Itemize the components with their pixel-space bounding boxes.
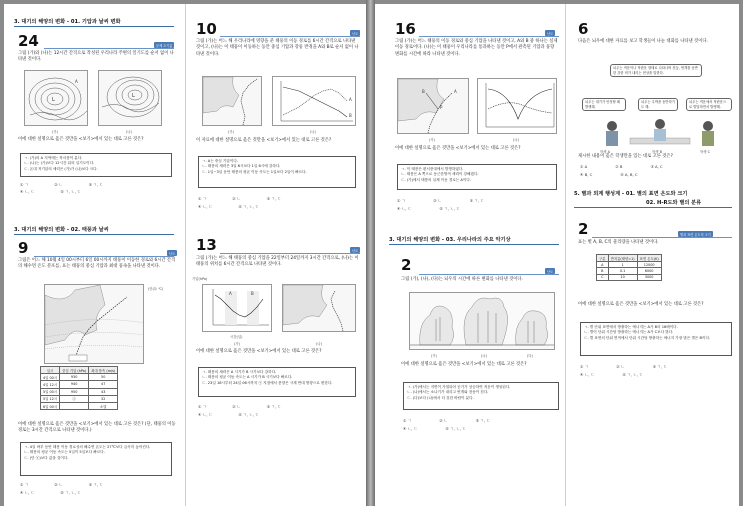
answer-choices	[580, 164, 663, 169]
answer-choices	[580, 172, 638, 177]
answer-choices	[20, 490, 81, 496]
figure-caption: (가)	[52, 130, 58, 134]
question-tag: 난도	[547, 269, 554, 274]
option-item: ㄱ. 이 태풍은 편서풍대에서 발생하였다.	[401, 166, 464, 171]
options-box	[20, 442, 172, 476]
question-text: 그림 (가), (나), (다)는 뇌우의 시간에 따른 변화를 나타낸 것이다.	[401, 277, 523, 282]
question-tag: 문제 초기값	[156, 43, 173, 48]
axis-label: 기압(hPa)	[192, 277, 208, 281]
question-number: 13	[196, 236, 217, 254]
option-item: ㄴ. 태풍의 세력은 3일 6시보다 1일 6시에 강하다.	[202, 164, 281, 169]
table-header-cell: 반지름(태양=1)	[608, 255, 637, 262]
option-item: ㄷ. (다)보다 (나)에서 더 강한 바람이 분다.	[407, 395, 474, 400]
question-number: 10	[196, 20, 217, 38]
table-cell: 930	[60, 374, 89, 381]
section-heading: 5. 별과 외계 행성계 - 01. 별의 표면 온도와 크기	[574, 191, 688, 197]
answer-choice[interactable]: ② ㄴ	[616, 364, 625, 369]
answer-choice[interactable]: ① ㄱ	[403, 418, 412, 423]
table-row	[597, 274, 662, 280]
svg-text:B: B	[422, 89, 425, 94]
question-text: 표는 별 A, B, C의 물리량을 나타낸 것이다.	[578, 240, 659, 245]
question-rule	[592, 237, 732, 238]
options-box	[20, 153, 172, 177]
question-rule	[419, 274, 559, 275]
svg-text:B: B	[251, 291, 254, 296]
answer-choices	[198, 196, 281, 202]
question-prompt: 이에 대한 설명으로 옳은 것만을 <보기>에서 있는 대로 고른 것은?	[196, 349, 322, 354]
answer-choice[interactable]: ① ㄱ	[20, 182, 29, 187]
question-text: 그림 (가)는 어느 태풍의 이동 경로와 중심 기압을 나타낸 것이고, A와 B 중 하나는 실제 이동 경로이다. (나)는 이 태풍이 우리나라를 통과하는 동안 P에서 관측된 기압과 풍향 변화를 시간에 따라 나타낸 것이다.	[395, 39, 558, 57]
table-cell: 12000	[637, 262, 661, 268]
table-cell: 950	[60, 388, 89, 395]
question-rule	[220, 36, 360, 37]
answer-choices	[580, 372, 643, 378]
options-box	[198, 156, 356, 188]
option-item: ㄴ. (나)에서는 소나기가 내리고 번개와 천둥이 친다.	[407, 390, 489, 395]
table-cell: 10	[608, 274, 637, 280]
answer-choice[interactable]: ④ ㄴ, ㄷ	[580, 372, 595, 377]
answer-choice[interactable]: ③ A, C	[650, 164, 663, 169]
options-box	[403, 382, 559, 410]
answer-choice[interactable]: ④ ㄴ, ㄷ	[20, 490, 35, 495]
svg-text:A: A	[349, 97, 352, 102]
question-tag: 난도	[547, 31, 554, 36]
question-number: 6	[578, 20, 589, 38]
question-prompt: 이에 대한 설명으로 옳은 것만을 <보기>에서 있는 대로 고른 것은? (단, 태풍의 이동 경로는 3시간 간격으로 나타낸 것이다.)	[18, 422, 176, 434]
right-column-1	[375, 4, 565, 506]
option-item: ㄷ. (가)에서 태풍의 실제 이동 경로는 A이다.	[401, 177, 471, 182]
option-item: ㄱ. (가)의 A 지역에는 북서풍이 분다.	[24, 155, 83, 160]
left-page	[4, 4, 366, 506]
option-item: ㄷ. (단 ⓐ)보다 값을 것이다.	[24, 455, 69, 460]
section-heading: 02. H-R도와 별의 분류	[646, 200, 702, 206]
option-item: ㄴ. 태풍의 평균 이동 속도는 A 시기가 B 시기보다 빠르다.	[202, 375, 293, 380]
answer-choice[interactable]: ③ ㄱ, ㄷ	[88, 182, 103, 187]
table-cell: A	[597, 262, 609, 268]
book-gutter	[366, 0, 375, 506]
axis-label: 시간(일)	[230, 335, 243, 339]
figure-caption: (나)	[481, 354, 487, 358]
table-cell: 43	[89, 388, 118, 395]
table-cell: 47	[89, 381, 118, 388]
option-item: ㄷ. 온대 저기압의 세력은 (가)가 (나)보다 크다.	[24, 166, 98, 171]
answer-choice[interactable]: ④ ㄴ, ㄷ	[198, 412, 213, 417]
answer-choice[interactable]: ⑤ ㄱ, ㄴ, ㄷ	[439, 206, 460, 211]
table-header-cell: 중심 기압 (hPa)	[60, 367, 89, 374]
table-cell: 940	[60, 381, 89, 388]
option-item: ㄱ. 태풍의 세력은 A 시기가 B 시기보다 강하다.	[202, 369, 277, 374]
answer-choice[interactable]: ③ ㄱ, ㄷ	[475, 418, 490, 423]
figure-caption: (가)	[234, 342, 240, 346]
student-label: 학생 C	[700, 150, 710, 154]
section-heading: 3. 대기의 해양의 변화 - 01. 기압과 날씨 변화	[14, 19, 121, 25]
section-heading: 3. 대기의 해양의 변화 - 02. 태풍과 날씨	[14, 227, 109, 233]
table-cell: 50	[89, 374, 118, 381]
option-item: ㄴ. 별이 단위 시간당 방출하는 에너지는 A가 C보다 많다.	[584, 330, 674, 335]
answer-choices	[397, 198, 484, 204]
pressure-time-graph	[202, 284, 272, 332]
section-rule	[14, 26, 174, 27]
speech-bubble: 뇌우는 적운에서 적란운으로 발달하면서 발생해.	[686, 98, 732, 111]
table-cell: 5일 00시	[41, 388, 60, 395]
typhoon-track-map	[202, 76, 262, 126]
pressure-radius-graph	[272, 76, 356, 126]
svg-text:A: A	[229, 291, 232, 296]
answer-choice[interactable]: ④ B, C	[580, 172, 593, 177]
answer-choice[interactable]: ② ㄴ	[232, 404, 241, 409]
question-tag: 난도	[169, 251, 176, 256]
table-cell: C	[597, 274, 609, 280]
option-item: ㄱ. 4일 바부 동안 태풍 이동 경로상의 해수면 온도는 27℃보다 급속히 높아진다.	[24, 444, 151, 449]
table-cell: 3000	[637, 274, 661, 280]
question-prompt: 이에 대한 설명으로 옳은 것만을 <보기>에서 있는 대로 고른 것은?	[395, 146, 521, 151]
option-item: ㄴ. 태풍의 평균 이동 속도는 5일이 5일보다 빠르다.	[24, 450, 105, 455]
question-tag: 난도	[352, 31, 359, 36]
typhoon-table	[40, 366, 118, 410]
answer-choice[interactable]: ① ㄱ	[20, 482, 29, 487]
answer-choices	[198, 404, 281, 410]
answer-choice[interactable]: ⑤ ㄱ, ㄴ, ㄷ	[238, 412, 259, 417]
weather-map-a	[24, 70, 88, 126]
map-unit: (단위: ℃)	[148, 287, 164, 291]
table-cell: 4일 12시	[41, 381, 60, 388]
question-prompt: 이에 대한 설명으로 옳은 것만을 <보기>에서 있는 대로 고른 것은?	[401, 362, 527, 367]
answer-choice[interactable]: ② ㄴ	[54, 182, 63, 187]
figure-caption: (가)	[429, 138, 435, 142]
table-cell: 0.1	[608, 268, 637, 274]
section-rule	[389, 244, 559, 245]
table-cell: B	[597, 268, 609, 274]
answer-choice[interactable]: ① ㄱ	[198, 404, 207, 409]
speech-bubble: 뇌우는 적운이나 적란운 형태로 나타나며 천둥, 번개를 동반한 강한 비가 내리는 현상을 말한다.	[610, 64, 702, 77]
option-item: ㄷ. 별 표면의 단위 면적에서 단위 시간당 방출하는 에너지 가장 많은 별은 B이다.	[584, 335, 711, 340]
table-header-cell: 일시	[41, 367, 60, 374]
answer-choices	[20, 482, 103, 488]
answer-choice[interactable]: ④ ㄴ, ㄷ	[403, 426, 418, 431]
answer-choice[interactable]: ① A	[580, 164, 588, 169]
options-box	[198, 367, 356, 397]
answer-choice[interactable]: ⑤ ㄱ, ㄴ, ㄷ	[60, 189, 81, 194]
answer-choices	[198, 412, 259, 418]
svg-text:A: A	[454, 89, 457, 94]
section-rule	[574, 207, 732, 208]
left-column-2	[185, 4, 366, 506]
answer-choices	[198, 204, 259, 210]
svg-text:A: A	[75, 79, 78, 84]
table-row	[41, 374, 118, 381]
question-rule	[44, 48, 174, 49]
table-cell: 6000	[637, 268, 661, 274]
svg-text:L: L	[52, 97, 55, 103]
question-text: 다음은 뇌우에 대한 자료를 보고 학생들이 나눈 대화를 나타낸 것이다.	[578, 39, 708, 44]
answer-choice[interactable]: ③ ㄱ, ㄷ	[469, 198, 484, 203]
figure-caption: (나)	[513, 138, 519, 142]
typhoon-track-map	[397, 78, 469, 134]
table-cell	[60, 402, 89, 409]
question-tag: 별과 표면 온도의 크기	[680, 232, 711, 237]
option-item: ㄱ. (가)에서는 지면이 가열되어 공기가 상승하여 적운이 생성된다.	[407, 384, 511, 389]
question-prompt: 제시한 내용이 옳은 학생만을 있는 대로 고른 것은?	[578, 154, 673, 159]
answer-choice[interactable]: ⑤ ㄱ, ㄴ, ㄷ	[622, 372, 643, 377]
table-header-cell: 구분	[597, 255, 609, 262]
answer-choice[interactable]: ② B	[615, 164, 623, 169]
option-item: ㄱ. A는 중심 기압이다.	[202, 158, 238, 163]
right-column-2	[565, 4, 739, 506]
table-cell: 5일 12시	[41, 395, 60, 402]
answer-choice[interactable]: ① ㄱ	[397, 198, 406, 203]
svg-text:B: B	[349, 113, 352, 118]
svg-text:P: P	[440, 105, 443, 110]
table-cell: 6일 00시	[41, 402, 60, 409]
question-tag: 난도	[352, 248, 359, 253]
answer-choices	[580, 364, 667, 370]
answer-choice[interactable]: ④ ㄴ, ㄷ	[20, 189, 35, 194]
question-number: 2	[401, 256, 412, 274]
options-box	[580, 322, 732, 356]
option-item: ㄴ. 태풍은 A 쪽으로 동근한방적 세력이 강해졌다.	[401, 172, 479, 177]
table-row	[41, 388, 118, 395]
answer-choice[interactable]: ② ㄴ	[433, 198, 442, 203]
typhoon-position-map	[282, 284, 356, 332]
table-cell: 4일 00시	[41, 374, 60, 381]
answer-choice[interactable]: ⑤ A, B, C	[620, 172, 638, 177]
table-cell: 소멸	[89, 402, 118, 409]
figure-caption: (다)	[527, 354, 533, 358]
answer-choices	[403, 426, 466, 432]
table-cell: 1	[608, 262, 637, 268]
table-cell: ⓐ	[60, 395, 89, 402]
table-row	[41, 395, 118, 402]
thunderstorm-stages-figure	[409, 292, 555, 350]
table-header-cell: 표면 온도(K)	[637, 255, 661, 262]
pressure-wind-graph	[477, 78, 557, 134]
answer-choice[interactable]: ⑤ ㄱ, ㄴ, ㄷ	[60, 490, 81, 495]
question-rule	[34, 256, 174, 257]
question-number: 16	[395, 20, 416, 38]
option-item: ㄱ. 별 단위 표면에서 방출하는 에너지는 A가 B의 16배이다.	[584, 324, 678, 329]
answer-choice[interactable]: ③ ㄱ, ㄷ	[88, 482, 103, 487]
answer-choice[interactable]: ③ ㄱ, ㄷ	[266, 196, 281, 201]
question-text: 그림은 어느 해 10월 4일 00시부터 6일 00시까지 태풍이 이동한 경로와 6시간 간격의 해수면 온도 분포를, 표는 태풍의 중심 기압과 최대 풍속을 나타낸 것이다.	[18, 258, 176, 270]
figure-caption: (나)	[310, 130, 316, 134]
student-label: 학생 A	[600, 150, 610, 154]
answer-choice[interactable]: ④ ㄴ, ㄷ	[397, 206, 412, 211]
speech-bubble: 뇌우는 대기가 안정할 때 발생해.	[582, 98, 626, 111]
table-header-row	[597, 255, 662, 262]
figure-caption: (가)	[431, 354, 437, 358]
students-illustration	[590, 118, 730, 148]
star-table	[596, 254, 662, 281]
question-text: 그림 (가)는 어느 해 태풍의 중심 기압을 22일부터 24일까지 3시간 간격으로, (나)는 이 태풍의 위치를 6시간 간격으로 나타낸 것이다.	[196, 256, 359, 268]
answer-choice[interactable]: ④ ㄴ, ㄷ	[198, 204, 213, 209]
question-rule	[419, 36, 559, 37]
table-header-cell: 최대 풍속 (m/s)	[89, 367, 118, 374]
table-cell: 32	[89, 395, 118, 402]
student-label: 학생 B	[652, 150, 662, 154]
answer-choice[interactable]: ⑤ ㄱ, ㄴ, ㄷ	[445, 426, 466, 431]
svg-text:L: L	[132, 93, 135, 99]
answer-choice[interactable]: ② ㄴ	[232, 196, 241, 201]
question-number: 9	[18, 239, 29, 257]
option-item: ㄷ. 1일~3일 동안 태풍의 평균 이동 속도는 1일보다 2일이 빠르다.	[202, 169, 307, 174]
table-row	[41, 381, 118, 388]
section-heading: 3. 대기의 해양의 변화 - 03. 우리나라의 주요 악기상	[389, 237, 511, 243]
right-page	[375, 4, 739, 506]
option-item: ㄴ. (나)는 (가)보다 12시간 뒤의 일기도이다.	[24, 161, 95, 166]
figure-caption: (나)	[316, 342, 322, 346]
left-column-1	[4, 4, 185, 506]
question-number: 2	[578, 220, 589, 238]
typhoon-track-map	[44, 284, 144, 364]
answer-choices	[397, 206, 460, 212]
weather-map-b	[98, 70, 162, 126]
answer-choice[interactable]: ③ ㄱ, ㄷ	[652, 364, 667, 369]
answer-choice[interactable]: ① ㄱ	[580, 364, 589, 369]
figure-caption: (가)	[228, 130, 234, 134]
answer-choice[interactable]: ① ㄱ	[198, 196, 207, 201]
table-header-row	[41, 367, 118, 374]
question-rule	[220, 253, 360, 254]
question-text: 그림 (가)는 어느 해 우리나라에 영향을 준 태풍의 이동 경로를 6시간 간격으로 나타낸 것이고, (나)는 이 태풍이 이동하는 동안 중심 기압과 강풍 반경을 A와 B로 순서 없이 나타낸 것이다.	[196, 39, 359, 57]
question-text: 그림 (가)와 (나)는 12시간 간격으로 작성된 우리나라 주변의 일기도를 순서 없이 나타낸 것이다.	[18, 51, 174, 63]
options-box	[397, 164, 557, 190]
answer-choice[interactable]: ③ ㄱ, ㄷ	[266, 404, 281, 409]
question-prompt: 이 자료에 대한 설명으로 옳은 것만을 <보기>에서 있는 대로 고른 것은?	[196, 138, 332, 143]
question-number: 24	[18, 32, 39, 50]
answer-choice[interactable]: ② ㄴ	[54, 482, 63, 487]
answer-choice[interactable]: ⑤ ㄱ, ㄴ, ㄷ	[238, 204, 259, 209]
answer-choices	[403, 418, 490, 424]
section-rule	[14, 234, 174, 235]
answer-choice[interactable]: ② ㄴ	[439, 418, 448, 423]
answer-choices	[20, 189, 81, 195]
table-row	[41, 402, 118, 409]
speech-bubble: 뇌우는 우박을 동반하기도 해.	[638, 98, 678, 111]
option-item: ㄷ. 23일 18시부터 24일 06시까지 ㉠ 지점에서 풍향은 시계 반대 방향으로 변한다.	[202, 380, 333, 385]
question-prompt: 이에 대한 설명으로 옳은 것만을 <보기>에서 있는 대로 고른 것은?	[578, 302, 704, 307]
answer-choices	[20, 182, 103, 188]
question-prompt: 이에 대한 설명으로 옳은 것만을 <보기>에서 있는 대로 고른 것은?	[18, 137, 144, 142]
figure-caption: (나)	[126, 130, 132, 134]
